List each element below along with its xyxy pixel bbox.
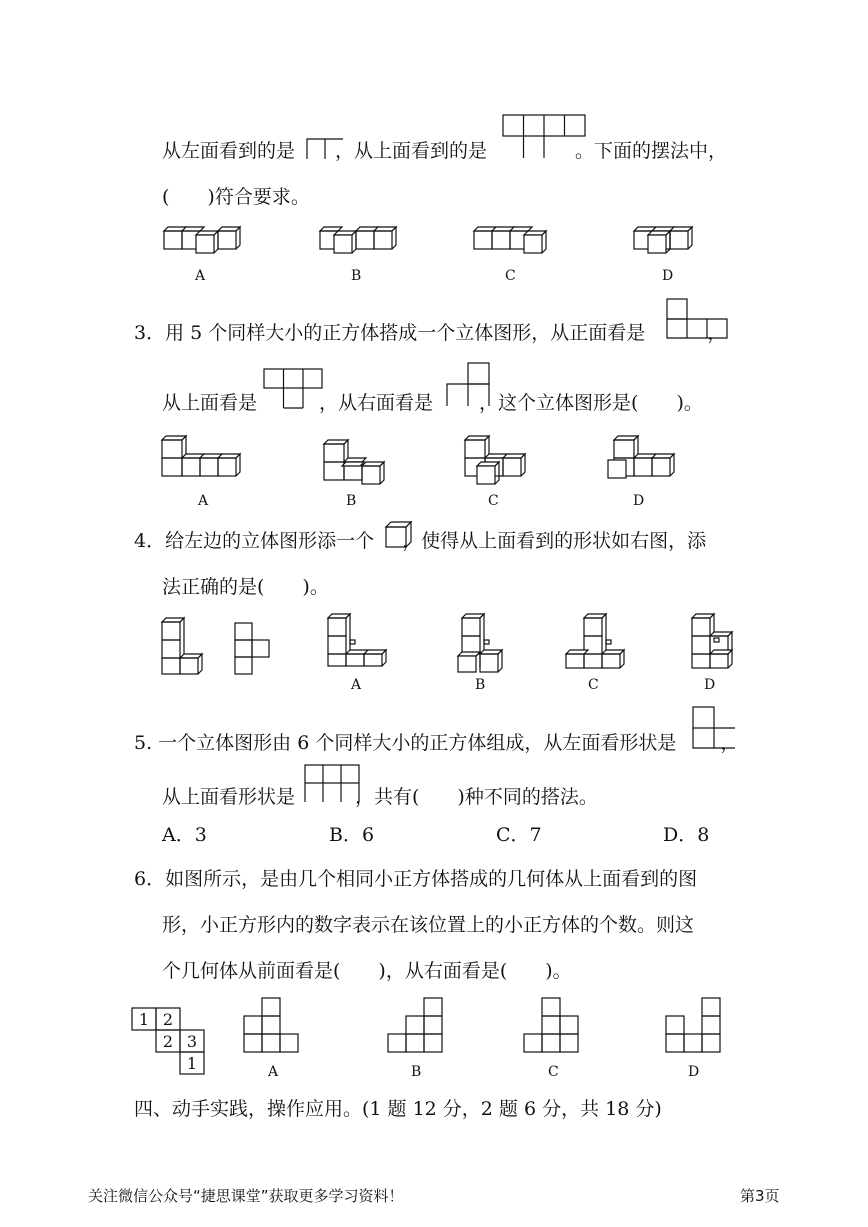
q4-option-d-figure[interactable] [690,608,742,670]
page-number: 第3页 [740,1187,780,1205]
q5-line2 [162,784,598,810]
q6-option-b-figure[interactable] [386,996,448,1056]
q2-option-c-figure[interactable] [470,222,562,258]
q3-text-e: ，这个立体图形是( )。 [479,392,703,414]
q5-line1 [134,730,739,756]
q2-text-c: 。下面的摆法中， [575,140,728,162]
q2-option-d-label: D [662,268,674,284]
q2-left-view-figure [306,136,346,160]
q5-choice-c[interactable]: C．7 [496,824,542,846]
q6-line3: 个几何体从前面看是( )，从右面看是( )。 [162,960,572,982]
q2-text-a: 从左面看到的是 [162,140,296,162]
q3-option-b-label: B [346,493,357,509]
q2-text-b: ，从上面看到的是 [335,140,488,162]
q3-right-view-figure [446,362,492,408]
section4-title: 四、动手实践，操作应用。(1 题 12 分，2 题 6 分，共 18 分) [134,1098,662,1120]
q3-option-d-label: D [633,493,645,509]
q5-text-b: ， [720,732,740,754]
q3-text-a: 3．用 5 个同样大小的正方体搭成一个立体图形，从正面看是 [134,322,646,344]
q2-option-b-figure[interactable] [316,222,408,258]
q2-line1 [162,138,727,164]
q6-option-c-figure[interactable] [522,996,584,1056]
q2-option-d-figure[interactable] [630,222,722,258]
q6-option-a-label: A [268,1064,279,1080]
q5-text-d: ，共有( )种不同的搭法。 [355,786,598,808]
q3-option-c-label: C [488,493,499,509]
q6-top-view-grid [130,1006,208,1078]
q5-choice-d[interactable]: D．8 [663,824,710,846]
q5-top-view-figure [304,764,362,804]
q6-option-a-figure[interactable] [242,996,302,1056]
q3-option-a-figure[interactable] [160,430,250,480]
q5-left-view-figure [692,706,738,750]
q3-front-view-figure [666,298,730,340]
q5-text-c: 从上面看形状是 [162,786,296,808]
q3-option-c-figure[interactable] [463,430,533,486]
q6-grid-num-1: 1 [138,1010,150,1029]
q6-option-d-figure[interactable] [664,996,726,1056]
q6-option-b-label: B [411,1064,422,1080]
q3-option-b-figure[interactable] [322,430,392,486]
q4-option-a-figure[interactable] [326,608,388,668]
q5-choice-a[interactable]: A．3 [162,824,207,846]
q4-option-b-figure[interactable] [456,608,508,674]
q6-grid-num-4: 3 [186,1032,198,1051]
q3-line2 [162,390,703,416]
q4-option-c-figure[interactable] [564,608,628,670]
q2-option-b-label: B [351,268,362,284]
q6-option-c-label: C [548,1064,559,1080]
q6-grid-num-5: 1 [186,1054,198,1073]
q3-text-b: ， [707,322,727,344]
q3-text-d: ，从右面看是 [319,392,434,414]
q3-text-c: 从上面看是 [162,392,258,414]
q4-cube-figure [384,520,414,550]
q3-top-view-figure [263,368,325,410]
q5-text-a: 5. 一个立体图形由 6 个同样大小的正方体组成，从左面看形状是 [134,732,677,754]
q4-option-a-label: A [351,677,362,693]
q4-target-top-view-figure [234,622,272,676]
q2-top-view-figure [502,114,588,160]
q2-option-c-label: C [505,268,516,284]
q5-choice-b[interactable]: B．6 [329,824,375,846]
footer-promo: 关注微信公众号“捷思课堂”获取更多学习资料！ [88,1187,404,1205]
q6-line1: 6．如图所示，是由几个相同小正方体搭成的几何体从上面看到的图 [134,868,698,890]
q4-text-a: 4．给左边的立体图形添一个 [134,530,375,552]
q6-line2: 形，小正方形内的数字表示在该位置上的小正方体的个数。则这 [162,914,695,936]
q6-option-d-label: D [688,1064,700,1080]
q2-option-a-label: A [195,268,206,284]
q4-line2: 法正确的是( )。 [162,576,329,598]
q3-line1 [134,320,726,346]
q3-option-d-figure[interactable] [606,430,686,482]
q4-original-figure [160,614,206,676]
q4-option-c-label: C [588,677,599,693]
q4-option-b-label: B [475,677,486,693]
q6-grid-num-3: 2 [162,1032,174,1051]
q2-option-a-figure[interactable] [160,222,252,258]
q4-line1 [134,528,706,554]
q3-option-a-label: A [198,493,209,509]
q2-line2: ( )符合要求。 [162,186,310,208]
q4-option-d-label: D [704,677,716,693]
q6-grid-num-2: 2 [162,1010,174,1029]
q4-text-b: ，使得从上面看到的形状如右图，添 [402,530,707,552]
